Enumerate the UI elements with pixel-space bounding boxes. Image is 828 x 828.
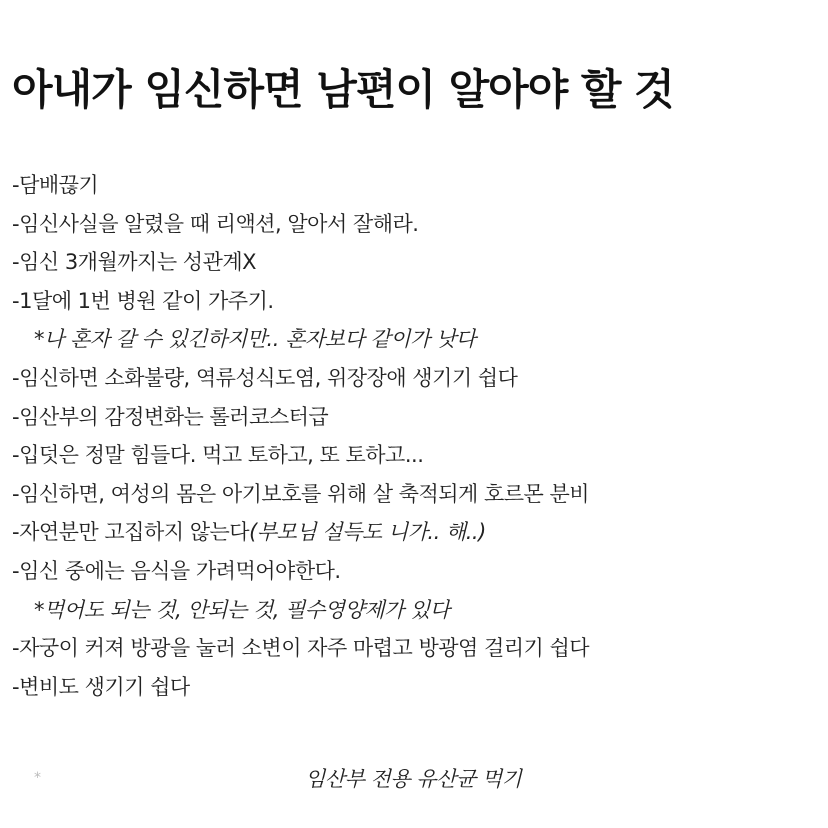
list-item (12, 398, 589, 437)
list-item-text: -임신사실을 알렸을 때 리액션, 알아서 잘해라. (12, 211, 419, 236)
list-item-aside: (부모님 설득도 니가.. 해..) (249, 520, 486, 545)
list-item (12, 629, 589, 668)
list-item-text: -입덧은 정말 힘들다. 먹고 토하고, 또 토하고... (12, 443, 424, 468)
list-item-text: -1달에 1번 병원 같이 가주기. (12, 288, 274, 313)
list-item-text: -자궁이 커져 방광을 눌러 소변이 자주 마렵고 방광염 걸리기 쉽다 (12, 636, 590, 661)
list-item-text: -임신 중에는 음식을 가려먹어야한다. (12, 558, 341, 583)
list-item (12, 436, 589, 475)
list-item (12, 243, 589, 282)
tips-list (12, 166, 589, 706)
list-item-text: -임신 3개월까지는 성관계X (12, 250, 257, 275)
list-item (12, 282, 589, 321)
page-title: 아내가 임신하면 남편이 알아야 할 것 (12, 65, 674, 114)
footer-asterisk: * (34, 770, 41, 786)
list-item-text: -변비도 생기기 쉽다 (12, 674, 190, 699)
list-item (12, 552, 589, 591)
list-item (12, 475, 589, 514)
list-item-text: -임산부의 감정변화는 롤러코스터급 (12, 404, 329, 429)
list-item (12, 166, 589, 205)
list-item (12, 668, 589, 707)
list-note-text: *나 혼자 갈 수 있긴하지만.. 혼자보다 같이가 낫다 (34, 327, 476, 352)
list-item (12, 513, 589, 552)
list-item (12, 359, 589, 398)
list-note-text: *먹어도 되는 것, 안되는 것, 필수영양제가 있다 (34, 597, 450, 622)
footer-note: 임산부 전용 유산균 먹기 (305, 767, 522, 791)
list-item-text: -임신하면, 여성의 몸은 아기보호를 위해 살 축적되게 호르몬 분비 (12, 481, 590, 506)
list-item-text: -자연분만 고집하지 않는다 (12, 520, 250, 545)
list-item-text: -임신하면 소화불량, 역류성식도염, 위장장애 생기기 쉽다 (12, 365, 518, 390)
list-item-text: -담배끊기 (12, 173, 99, 197)
list-item (12, 205, 589, 244)
list-note (12, 591, 589, 630)
list-note (12, 320, 589, 359)
